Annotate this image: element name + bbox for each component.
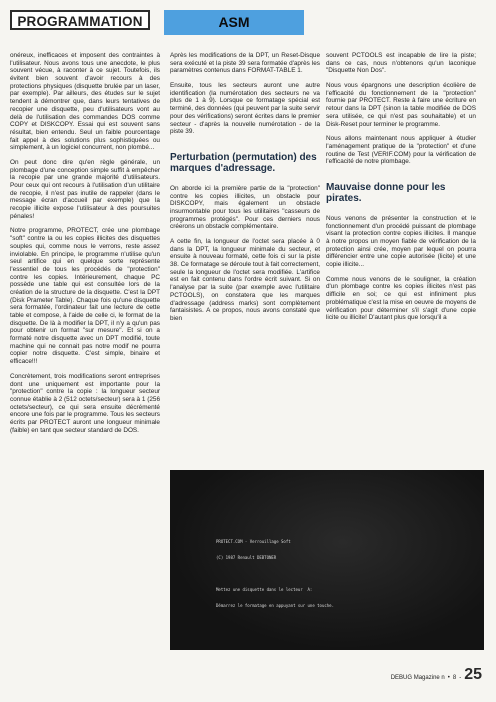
paragraph: Nous allons maintenant nous appliquer à étudier l'aménagement pratique de la "protection" et d'une routine de Test (VERIF.COM) pour la vérification de l'efficacité de notre plombage. (326, 135, 476, 166)
screen-line: Mettez une disquette dans le lecteur A: (216, 586, 313, 592)
column-middle (170, 52, 320, 330)
screen-line: Démarrez le formatage en appuyant sur une touche. (216, 603, 335, 609)
issue-number: 8 (452, 675, 457, 681)
column-left (10, 52, 160, 441)
paragraph: Ensuite, tous les secteurs auront une autre identification (la numérotation des secteurs ne va plus de 1 à 9). Lorsque ce formatage spécial est terminé, des données (qui peuvent par la suite servir pour des vérifications) seront écrites dans le premier secteur - d'après la nouvelle numérotation - de la piste 39. (170, 82, 320, 136)
magazine-name: DEBUG Magazine n (390, 675, 445, 681)
subheading-perturbation: Perturbation (permutation) des marques d'adressage. (170, 151, 317, 175)
paragraph: souvent PCTOOLS est incapable de lire la piste; dans ce cas, nous n'obtenons qu'un laconique "Disquette Non Dos". (326, 52, 476, 75)
paragraph: On aborde ici la première partie de la "protection" contre les copies illicites, un obstacle pour DISKCOPY, mais également un obstacle insurmontable pour tous les utilitaires "casseurs de programmes protégés". Pour ces derniers nous créerons un obstacle complémentaire. (170, 184, 320, 231)
bullet: • (447, 675, 450, 681)
paragraph: Notre programme, PROTECT, crée une plombage "soft" contre la ou les copies illicites des disquettes souples qui, comme nous le verrons, reste assez inviolable. En principe, le programme n'utilise qu'un seul artifice qui en quelque sorte représente l'essentiel de tous les procédés de "protection" contre les copies. Intérieurement, chaque PC possède une table qui est consultée lors de la création de la structure de la disquette. C'est la DPT (Disk Prameter Table). Chaque fois qu'une disquette sera formatée, l'ordinateur fait une lecture de cette table et compose, à l'aide de celle ci, le format de la disquette. De là à modifier la DPT, il n'y a qu'un pas pour obtenir un format "sur mesure". Et si on a formaté notre disquette avec un DPT modifié, toute machine qui ne connait pas notre modif ne pourra copier notre disquette. C'est simple, binaire et efficace!!! (10, 227, 160, 366)
section-header: PROGRAMMATION (10, 10, 150, 30)
paragraph: Concrètement, trois modifications seront entreprises dont une uniquement est importante pour la "protection" contre la copie : la longueur secteur connue établie à 2 (512 octets/secteur) sera à 1 (256 octets/secteur), ce qui sera ensuite décrémenté encore une fois par le programme. Tous les secteurs écrits par PROTECT auront une longueur minimale (faible) en tant que secteur standard de DOS. (10, 372, 160, 434)
screen-text (216, 528, 334, 619)
screen-line: PROTECT.COM - Verrouillage Soft (216, 538, 291, 544)
subheading-pirates: Mauvaise donne pour les pirates. (326, 181, 446, 205)
screen-line: (C) 1987 Renault DEBTONER (216, 554, 277, 560)
paragraph: A cette fin, la longueur de l'octet sera placée à 0 dans la DPT, la longueur minimale du secteur, et ensuite à nouveau formaté, cette fois ci sur la piste 38. Ce formatage se déroule tout à fait correctement, seule la longueur de l'octet sera modifiée. L'artifice est en fait contenu dans l'ordre écrit suivant. Si on l'analyse par la suite (par exemple avec l'utilitaire PCTOOLS), on constatera que les marques d'adressage (address marks) sont complètement fantaisistes. A ce propos, nous avons constaté que bien (170, 238, 320, 322)
paragraph: Comme nous venons de le souligner, la création d'un plombage contre les copies illicites n'est pas difficile en soi; ce qui est infiniment plus problématique c'est la mise en oeuvre de moyens de vérification pour déterminer s'il s'agit d'une copie licite ou illicite! D'autant plus que lorsqu'il a (326, 275, 476, 322)
paragraph: onéreux, inefficaces et imposent des contraintes à l'utilisateur. Nous avons tous une anecdote, le plus souvent vécue, à raconter à ce sujet. Toutefois, ils évitent bien souvent d'avoir recours à des protections physiques (disquette brulée par un laser, par exemple). Par ailleurs, des études sur le sujet tendent à démontrer que, dans leurs tentatives de recopier une disquette, peu d'utilisateurs vont au delà de l'utilisation des commandes DOS comme COPY et DISKCOPY. Essai qui est souvent sans résultat, bien entendu. Seul un faible pourcentage fait appel à des solutions plus sophistiquées ou simplement, à un logiciel concurrent, non plombé... (10, 52, 160, 152)
page-footer (391, 666, 482, 684)
paragraph: Nous venons de présenter la construction et le fonctionnement d'un procédé puissant de plombage visant la protection contre copies illicites. Il manque à notre propos un moyen fiable de vérification de la protection ainsi crée, moyen par lequel on pourra différencier entre une copie autorisée (licite) et une copie illicite... (326, 214, 476, 269)
page-number: 25 (464, 666, 482, 683)
paragraph: On peut donc dire qu'en règle générale, un plombage d'une conception simple suffit à empêcher la recopie par une grande majorité d'utilisateurs. Pour ceux qui ont recours à l'utilisation d'un utilitaire de recopie, il n'est pas inutile de rappeler (dans le message écran d'accueil par exemple) que la recopie illicite expose l'utilisateur à des poursuites pénales! (10, 158, 160, 220)
column-right (326, 52, 476, 329)
paragraph: Après les modifications de la DPT, un Reset-Disque sera exécuté et la piste 39 sera formatée d'après les paramètres contenus dans FORMAT-TABLE 1. (170, 52, 320, 75)
paragraph: Nous vous épargnons une description écolière de l'efficacité du fonctionnement de la "protection" fournie par PROTECT. Reste à faire une écriture en retour dans la DPT (sinon la table modifiée de DOS sera utilisée, ce qui n'est pas souhaitable) et un Disk-Reset pour terminer le programme. (326, 82, 476, 128)
separator: - (459, 675, 462, 681)
screenshot-photo (170, 470, 484, 650)
topic-header: ASM (164, 10, 304, 35)
